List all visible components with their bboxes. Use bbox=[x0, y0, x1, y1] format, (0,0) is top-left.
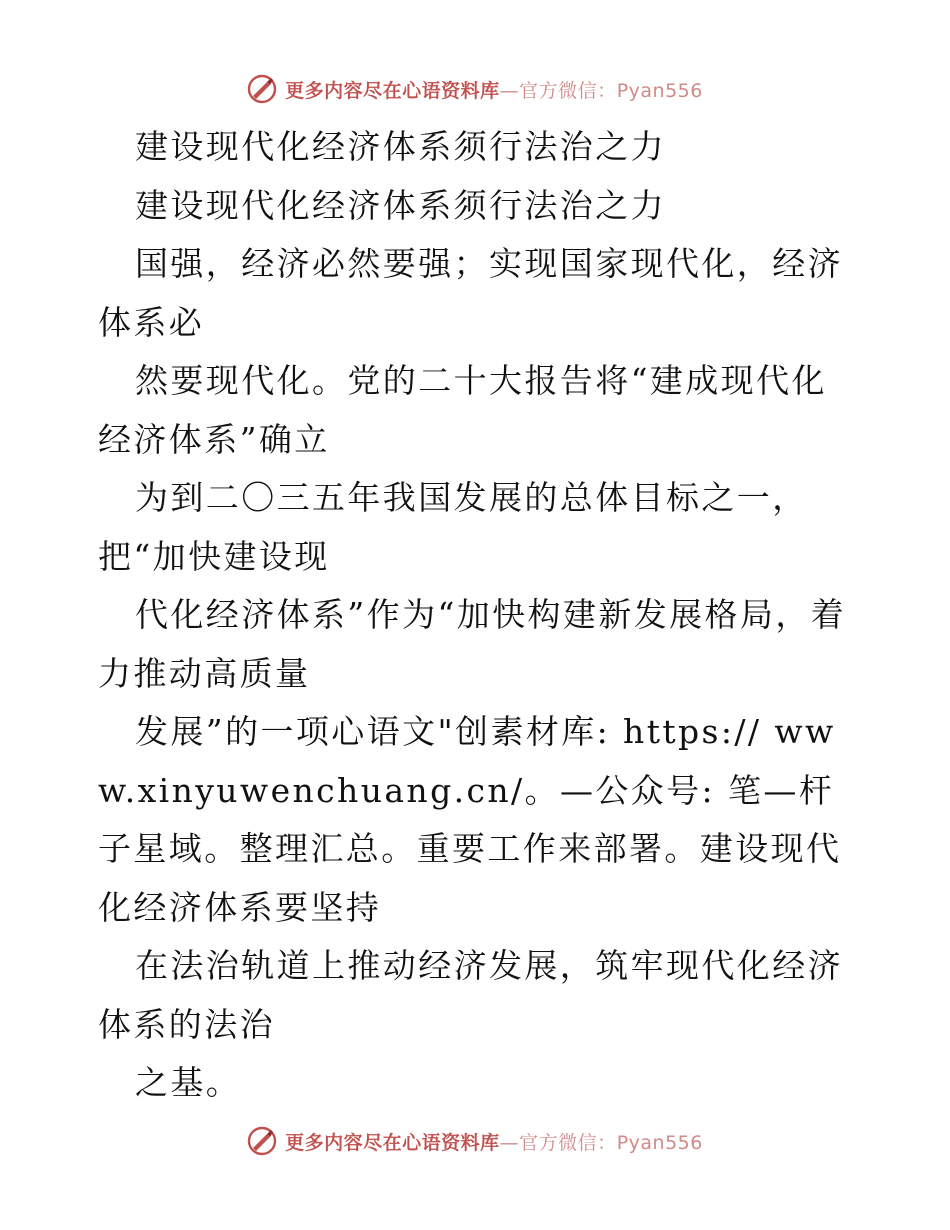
document-title-repeat: 建设现代化经济体系须行法治之力 bbox=[135, 185, 666, 225]
paragraph: 国强，经济必然要强；实现国家现代化，经济体系必 bbox=[98, 244, 843, 342]
header-watermark bbox=[0, 72, 950, 106]
watermark-main: 更多内容尽在心语资料库 bbox=[285, 79, 500, 102]
pen-book-icon bbox=[247, 74, 277, 104]
paragraph: 为到二〇三五年我国发展的总体目标之一，把“加快建设现 bbox=[98, 478, 808, 576]
paragraph: 然要现代化。党的二十大报告将“建成现代化经济体系”确立 bbox=[98, 361, 827, 459]
paragraph: 发展”的一项心语文"创素材库: https:// www.xinyuwenchuang.cn/。—公众号: 笔—杆子星域。整理汇总。重要工作来部署。建设现代化经济体系要坚持 bbox=[98, 712, 842, 927]
document-body bbox=[98, 118, 858, 1113]
watermark-text bbox=[285, 1128, 703, 1155]
watermark-text bbox=[285, 76, 703, 103]
watermark-wechat-label: 官方微信： bbox=[519, 79, 617, 102]
watermark-dash: — bbox=[499, 79, 520, 102]
footer-watermark bbox=[0, 1124, 950, 1158]
watermark-main: 更多内容尽在心语资料库 bbox=[285, 1131, 500, 1154]
paragraph: 代化经济体系”作为“加快构建新发展格局，着力推动高质量 bbox=[98, 595, 847, 693]
watermark-wechat-id: Pyan556 bbox=[616, 79, 703, 102]
watermark-wechat-id: Pyan556 bbox=[616, 1131, 703, 1154]
paragraph: 在法治轨道上推动经济发展，筑牢现代化经济体系的法治 bbox=[98, 946, 843, 1044]
document-title: 建设现代化经济体系须行法治之力 bbox=[135, 127, 666, 166]
watermark-dash: — bbox=[499, 1131, 520, 1154]
watermark-wechat-label: 官方微信： bbox=[519, 1131, 617, 1154]
pen-book-icon bbox=[247, 1126, 277, 1156]
paragraph: 之基。 bbox=[135, 1063, 242, 1102]
